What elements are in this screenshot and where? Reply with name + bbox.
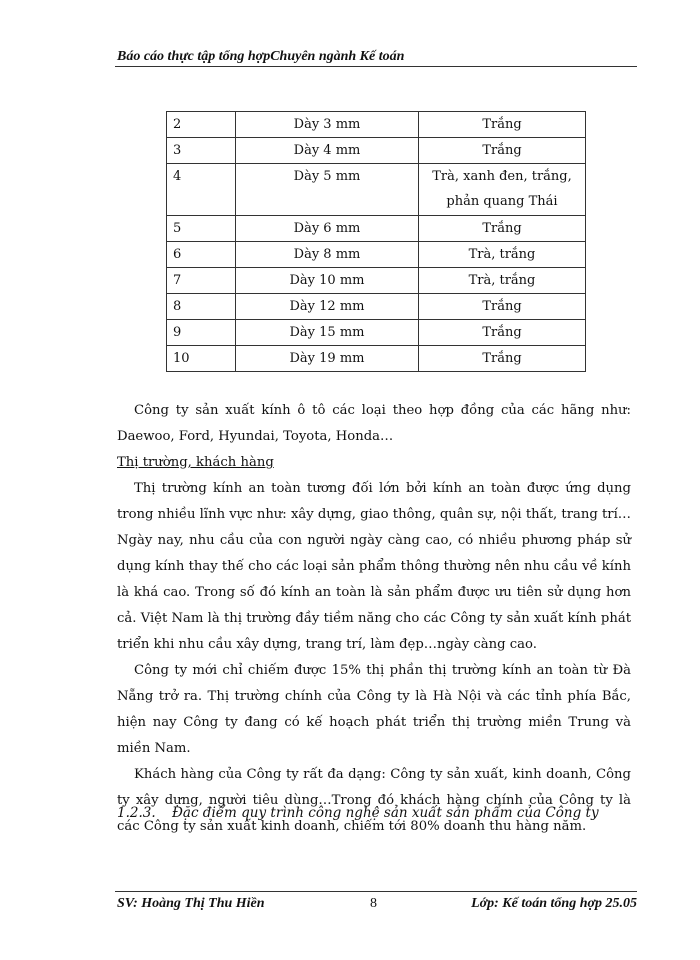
table-row xyxy=(167,242,586,268)
footer-student: SV: Hoàng Thị Thu Hiền xyxy=(117,896,265,911)
thickness-cell: Dày 6 mm xyxy=(236,216,419,242)
section-number: 1.2.3. xyxy=(117,805,156,821)
thickness-cell: Dày 5 mm xyxy=(236,164,419,216)
table-row xyxy=(167,164,586,216)
section-title: Đặc điểm quy trình công nghệ sản xuất sản phẩm của Công ty xyxy=(172,805,599,821)
color-cell: Trắng xyxy=(419,216,586,242)
paragraph-market: Thị trường kính an toàn tương đối lớn bởi kính an toàn được ứng dụng trong nhiều lĩnh vực như: xây dựng, giao thông, quân sự, nội thất, trang trí…Ngày nay, nhu cầu của con người ngày càng cao, có nhiều phương pháp sử dụng kính thay thế cho các loại sản phẩm thông thường nên nhu cầu về kính là khá cao. Trong số đó kính an toàn là sản phẩm được ưu tiên sử dụng hơn cả. Việt Nam là thị trường đầy tiềm năng cho các Công ty sản xuất kính phát triển khi nhu cầu xây dựng, trang trí, làm đẹp…ngày càng cao. xyxy=(117,481,631,652)
thickness-cell: Dày 15 mm xyxy=(236,320,419,346)
row-number: 9 xyxy=(167,320,236,346)
color-cell: Trắng xyxy=(419,138,586,164)
row-number: 3 xyxy=(167,138,236,164)
thickness-cell: Dày 12 mm xyxy=(236,294,419,320)
page-header-title: Báo cáo thực tập tổng hợpChuyên ngành Kế toán xyxy=(117,49,405,64)
paragraph-customers: Khách hàng của Công ty rất đa dạng: Công ty sản xuất, kinh doanh, Công ty xây dựng, người tiêu dùng…Trong đó khách hàng chính của Công ty là các Công ty sản xuất kinh doanh, chiếm tới 80% doanh thu hàng năm. xyxy=(117,767,631,834)
row-number: 6 xyxy=(167,242,236,268)
color-cell: Trắng xyxy=(419,294,586,320)
paragraph-car-glass: Công ty sản xuất kính ô tô các loại theo hợp đồng của các hãng như: Daewoo, Ford, Hyundai, Toyota, Honda… xyxy=(117,403,631,444)
row-number: 2 xyxy=(167,112,236,138)
row-number: 10 xyxy=(167,346,236,372)
footer-class: Lớp: Kế toán tổng hợp 25.05 xyxy=(471,896,637,911)
footer-page-number: 8 xyxy=(370,896,377,911)
header-rule xyxy=(115,66,637,67)
table-row xyxy=(167,138,586,164)
color-cell: Trà, trắng xyxy=(419,242,586,268)
table-row xyxy=(167,346,586,372)
footer-rule xyxy=(115,891,637,892)
thickness-cell: Dày 3 mm xyxy=(236,112,419,138)
color-cell: Trà, xanh đen, trắng, phản quang Thái xyxy=(419,164,586,216)
section-heading xyxy=(117,805,599,821)
table-row xyxy=(167,294,586,320)
row-number: 5 xyxy=(167,216,236,242)
thickness-cell: Dày 8 mm xyxy=(236,242,419,268)
table-row xyxy=(167,216,586,242)
table-row xyxy=(167,112,586,138)
thickness-cell: Dày 10 mm xyxy=(236,268,419,294)
row-number: 4 xyxy=(167,164,236,216)
color-cell: Trà, trắng xyxy=(419,268,586,294)
table-row xyxy=(167,320,586,346)
row-number: 8 xyxy=(167,294,236,320)
subheading-market: Thị trường, khách hàng xyxy=(117,455,274,470)
paragraph-market-share: Công ty mới chỉ chiếm được 15% thị phần thị trường kính an toàn từ Đà Nẵng trở ra. Thị trường chính của Công ty là Hà Nội và các tỉnh phía Bắc, hiện nay Công ty đang có kế hoạch phát triển thị trường miền Trung và miền Nam. xyxy=(117,663,631,756)
color-cell: Trắng xyxy=(419,320,586,346)
table-row xyxy=(167,268,586,294)
body-text xyxy=(117,398,631,840)
row-number: 7 xyxy=(167,268,236,294)
color-cell: Trắng xyxy=(419,112,586,138)
glass-spec-table xyxy=(166,111,586,372)
thickness-cell: Dày 19 mm xyxy=(236,346,419,372)
thickness-cell: Dày 4 mm xyxy=(236,138,419,164)
color-cell: Trắng xyxy=(419,346,586,372)
